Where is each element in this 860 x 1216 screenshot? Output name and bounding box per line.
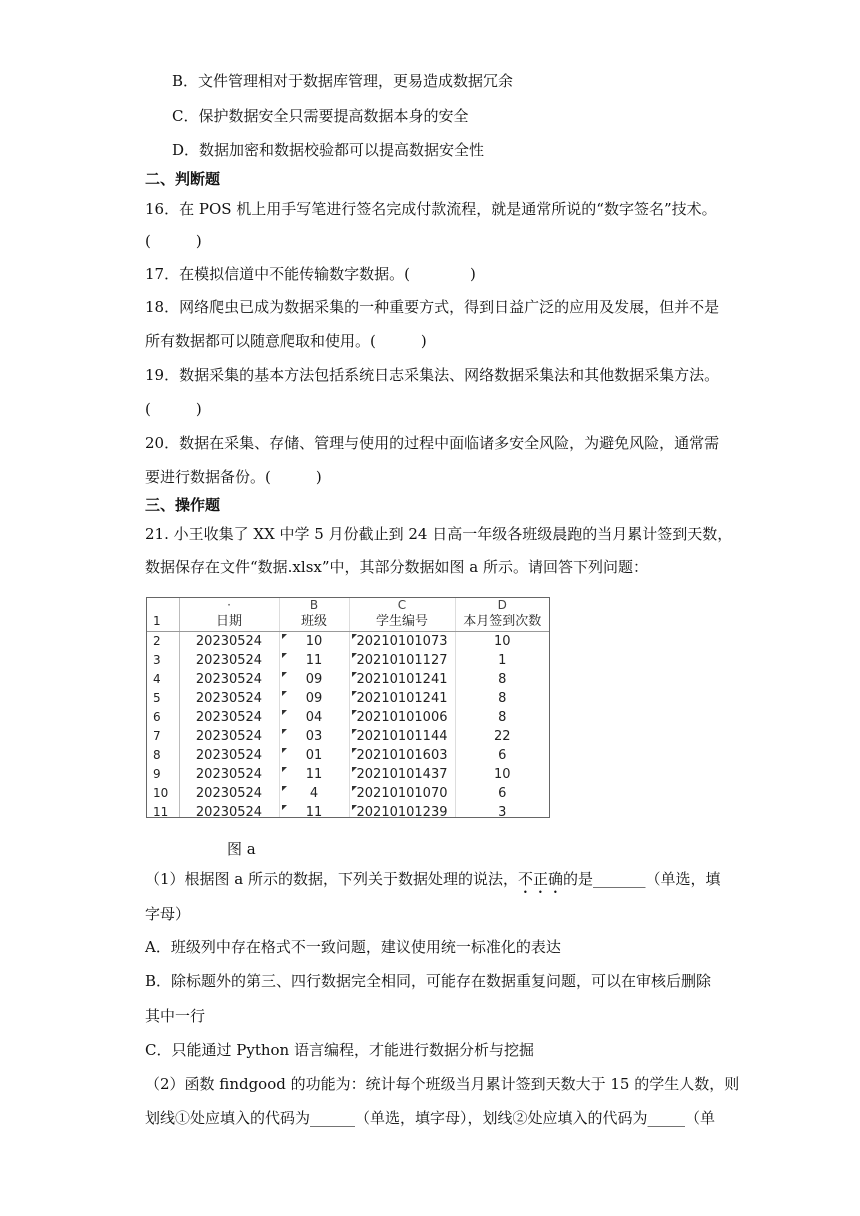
table-cell: 20230524 — [179, 803, 279, 818]
cell-value: 11 — [305, 805, 323, 818]
cell-value: 04 — [305, 710, 323, 725]
table-cell: 20230524 — [179, 746, 279, 765]
table-cell: 20230524 — [179, 727, 279, 746]
table-cell: 20230524 — [179, 651, 279, 670]
table-cell — [279, 670, 349, 689]
table-row — [147, 651, 549, 670]
text-format-marker-icon — [282, 710, 287, 715]
table-cell: D — [455, 598, 549, 612]
question-20-line1: 20．数据在采集、存储、管理与使用的过程中面临诸多安全风险，为避免风险，通常需 — [145, 434, 720, 452]
table-cell: 22 — [455, 727, 549, 746]
text-format-marker-icon — [352, 634, 357, 639]
table-cell: 日期 — [179, 612, 279, 632]
table-row — [147, 632, 549, 652]
table-cell: 11 — [153, 805, 169, 818]
cell-value: 20210101127 — [356, 653, 448, 668]
table-cell — [349, 632, 455, 652]
table-cell — [279, 689, 349, 708]
text-format-marker-icon — [282, 672, 287, 677]
sub1-option-a: A．班级列中存在格式不一致问题，建议使用统一标准化的表达 — [145, 938, 561, 956]
question-20-line2: 要进行数据备份。( ) — [145, 468, 322, 486]
table-cell: 9 — [153, 767, 161, 781]
question-19-answer-blank: ( ) — [145, 400, 202, 418]
column-letter-row — [147, 598, 549, 612]
sub-question-1-suffix: 的是_______（单选，填 — [563, 870, 721, 888]
table-row — [147, 689, 549, 708]
table-cell — [349, 765, 455, 784]
table-cell: 20230524 — [179, 632, 279, 652]
text-format-marker-icon — [352, 767, 357, 772]
cell-value: 20210101239 — [356, 805, 448, 818]
table-cell — [279, 803, 349, 818]
table-cell: 班级 — [279, 612, 349, 632]
table-cell: 20230524 — [179, 670, 279, 689]
table-cell — [349, 670, 455, 689]
table-cell — [279, 765, 349, 784]
text-format-marker-icon — [352, 748, 357, 753]
cell-value: 4 — [309, 786, 319, 801]
text-format-marker-icon — [282, 805, 287, 810]
text-format-marker-icon — [282, 729, 287, 734]
question-18-line2: 所有数据都可以随意爬取和使用。( ) — [145, 332, 427, 350]
table-cell: 1 — [455, 651, 549, 670]
text-format-marker-icon — [352, 805, 357, 810]
cell-value: 20210101073 — [356, 634, 448, 649]
question-16-answer-blank: ( ) — [145, 232, 202, 250]
table-cell: 3 — [455, 803, 549, 818]
cell-value: 20210101241 — [356, 691, 448, 706]
cell-value: 09 — [305, 691, 323, 706]
cell-value: 10 — [305, 634, 323, 649]
table-cell: 8 — [455, 708, 549, 727]
cell-value: 03 — [305, 729, 323, 744]
sub-question-2-line2: 划线①处应填入的代码为______（单选，填字母），划线②处应填入的代码为_____（单 — [145, 1109, 716, 1127]
header-row — [147, 612, 549, 632]
table-row — [147, 765, 549, 784]
table-cell: 6 — [455, 746, 549, 765]
table-cell: 7 — [153, 729, 161, 743]
table-cell: 本月签到次数 — [455, 612, 549, 632]
table-cell — [279, 708, 349, 727]
table-cell: 6 — [455, 784, 549, 803]
text-format-marker-icon — [352, 729, 357, 734]
table-cell: 20230524 — [179, 784, 279, 803]
emphasized-text: 不正确 — [518, 870, 564, 888]
table-cell — [279, 632, 349, 652]
cell-value: 01 — [305, 748, 323, 763]
cell-value: 20210101241 — [356, 672, 448, 687]
table-cell: 1 — [147, 612, 179, 632]
section-judgment-title: 二、判断题 — [145, 170, 221, 188]
table-cell: C — [349, 598, 455, 612]
table-cell — [279, 651, 349, 670]
sub-question-1-prefix: （1）根据图 a 所示的数据，下列关于数据处理的说法， — [145, 870, 519, 888]
table-cell — [279, 727, 349, 746]
option-d: D．数据加密和数据校验都可以提高数据安全性 — [172, 141, 485, 159]
table-cell — [349, 746, 455, 765]
table-cell: 5 — [153, 691, 161, 705]
sub1-option-b-line1: B．除标题外的第三、四行数据完全相同，可能存在数据重复问题，可以在审核后删除 — [145, 972, 712, 990]
table-cell: 学生编号 — [349, 612, 455, 632]
table-cell: 20230524 — [179, 689, 279, 708]
figure-caption: 图 a — [227, 840, 256, 858]
table-row — [147, 670, 549, 689]
table-cell — [349, 803, 455, 818]
table-cell — [147, 598, 179, 612]
sub-question-1-line2: 字母） — [145, 905, 191, 923]
text-format-marker-icon — [282, 786, 287, 791]
table-cell: 6 — [153, 710, 161, 724]
question-17: 17．在模拟信道中不能传输数字数据。( ) — [145, 265, 476, 283]
question-21-line2: 数据保存在文件“数据.xlsx”中，其部分数据如图 a 所示。请回答下列问题： — [145, 558, 649, 576]
cell-value: 20210101006 — [356, 710, 448, 725]
table-cell — [349, 708, 455, 727]
text-format-marker-icon — [352, 653, 357, 658]
text-format-marker-icon — [352, 672, 357, 677]
sub1-option-c: C．只能通过 Python 语言编程，才能进行数据分析与挖掘 — [145, 1041, 534, 1059]
question-21-line1: 21. 小王收集了 XX 中学 5 月份截止到 24 日高一年级各班级晨跑的当月累计签到天数， — [145, 525, 733, 543]
text-format-marker-icon — [282, 634, 287, 639]
sub1-option-b-line2: 其中一行 — [145, 1007, 206, 1025]
cell-value: 11 — [305, 767, 323, 782]
cell-value: 09 — [305, 672, 323, 687]
text-format-marker-icon — [282, 653, 287, 658]
table-row — [147, 803, 549, 818]
table-cell: 10 — [455, 632, 549, 652]
cell-value: 11 — [305, 653, 323, 668]
section-operation-title: 三、操作题 — [145, 496, 221, 514]
table-cell — [279, 784, 349, 803]
table-cell — [279, 746, 349, 765]
cell-value: 20210101144 — [356, 729, 448, 744]
table-cell: 8 — [455, 689, 549, 708]
table-cell — [349, 784, 455, 803]
table-cell: 10 — [153, 786, 169, 800]
table-row — [147, 746, 549, 765]
cell-value: 20210101437 — [356, 767, 448, 782]
table-row — [147, 708, 549, 727]
table-cell — [349, 651, 455, 670]
table-cell — [349, 727, 455, 746]
option-b: B．文件管理相对于数据库管理，更易造成数据冗余 — [172, 72, 514, 90]
figure-a-spreadsheet — [146, 597, 550, 818]
cell-value: 20210101070 — [356, 786, 448, 801]
table-row — [147, 727, 549, 746]
spreadsheet-table — [147, 598, 549, 818]
cell-value: 20210101603 — [356, 748, 448, 763]
table-cell: 4 — [153, 672, 161, 686]
sub-question-2-line1: （2）函数 findgood 的功能为：统计每个班级当月累计签到天数大于 15 的学生人数，则 — [145, 1075, 740, 1093]
text-format-marker-icon — [352, 691, 357, 696]
table-cell: 8 — [455, 670, 549, 689]
table-cell — [349, 689, 455, 708]
table-cell: 20230524 — [179, 708, 279, 727]
text-format-marker-icon — [282, 748, 287, 753]
table-cell: 3 — [153, 653, 161, 667]
table-cell: 8 — [153, 748, 161, 762]
table-cell: 10 — [455, 765, 549, 784]
question-16-line1: 16．在 POS 机上用手写笔进行签名完成付款流程，就是通常所说的“数字签名”技术。 — [145, 200, 717, 218]
sub-question-1-line1 — [145, 868, 720, 897]
table-cell: · — [179, 598, 279, 612]
text-format-marker-icon — [352, 710, 357, 715]
table-cell: 20230524 — [179, 765, 279, 784]
text-format-marker-icon — [282, 691, 287, 696]
text-format-marker-icon — [282, 767, 287, 772]
question-18-line1: 18．网络爬虫已成为数据采集的一种重要方式，得到日益广泛的应用及发展，但并不是 — [145, 298, 720, 316]
option-c: C．保护数据安全只需要提高数据本身的安全 — [172, 107, 469, 125]
text-format-marker-icon — [352, 786, 357, 791]
table-row — [147, 784, 549, 803]
table-cell: B — [279, 598, 349, 612]
question-19-line1: 19．数据采集的基本方法包括系统日志采集法、网络数据采集法和其他数据采集方法。 — [145, 366, 720, 384]
table-cell: 2 — [153, 634, 161, 648]
